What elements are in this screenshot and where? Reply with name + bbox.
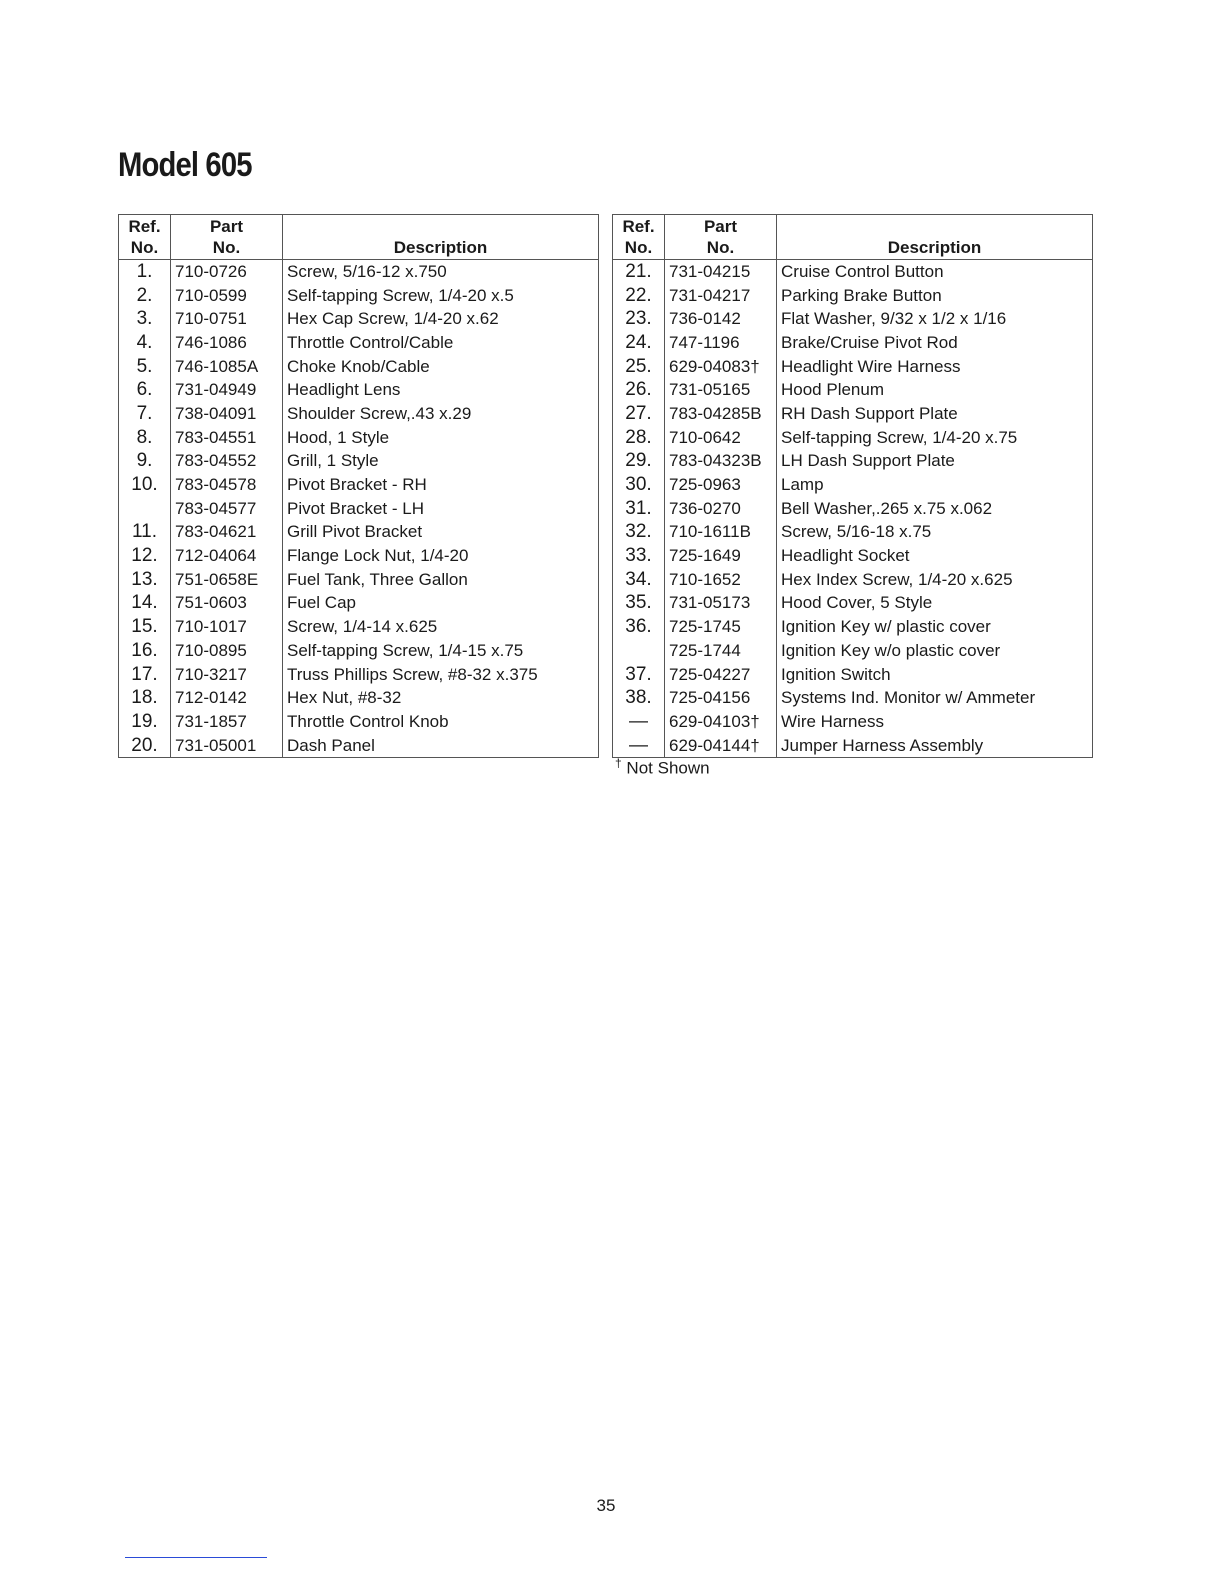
table-row — [613, 497, 1093, 521]
part-no-cell: 751-0658E — [171, 568, 283, 592]
description-cell: Hex Cap Screw, 1/4-20 x.62 — [283, 307, 599, 331]
part-no-cell: 783-04577 — [171, 497, 283, 521]
ref-no-cell: 31. — [625, 497, 652, 519]
ref-no-cell: 30. — [625, 474, 652, 496]
part-no-cell: 710-1017 — [171, 615, 283, 639]
description-cell: Truss Phillips Screw, #8-32 x.375 — [283, 663, 599, 687]
table-header-row — [613, 215, 1093, 260]
ref-no-cell: 14. — [131, 592, 158, 614]
part-no-cell: 710-1652 — [665, 568, 777, 592]
description-cell: Bell Washer,.265 x.75 x.062 — [777, 497, 1093, 521]
table-row — [613, 639, 1093, 663]
part-no-header — [665, 215, 777, 260]
description-cell: Throttle Control/Cable — [283, 331, 599, 355]
ref-no-cell: 3. — [136, 308, 153, 330]
description-cell: Grill, 1 Style — [283, 450, 599, 474]
description-cell: Hex Index Screw, 1/4-20 x.625 — [777, 568, 1093, 592]
parts-table-left — [118, 214, 599, 758]
part-no-cell: 725-04227 — [665, 663, 777, 687]
ref-no-cell: 7. — [136, 402, 153, 424]
description-cell: Pivot Bracket - LH — [283, 497, 599, 521]
table-row — [119, 686, 599, 710]
ref-no-cell: 6. — [136, 379, 153, 401]
table-row — [119, 592, 599, 616]
ref-no-header — [613, 215, 665, 260]
ref-no-cell: 15. — [131, 616, 158, 638]
part-no-cell: 731-04217 — [665, 284, 777, 308]
table-row — [613, 426, 1093, 450]
ref-no-cell: 10. — [131, 474, 158, 496]
description-cell: Fuel Cap — [283, 592, 599, 616]
part-no-cell: 736-0142 — [665, 307, 777, 331]
table-row — [613, 592, 1093, 616]
table-row — [119, 710, 599, 734]
part-header-line2: No. — [212, 238, 241, 257]
table-row — [613, 355, 1093, 379]
description-cell: Hood, 1 Style — [283, 426, 599, 450]
part-no-cell: 783-04323B — [665, 450, 777, 474]
part-no-cell: 712-0142 — [171, 686, 283, 710]
ref-header-line1: Ref. — [128, 217, 161, 236]
description-cell: Self-tapping Screw, 1/4-15 x.75 — [283, 639, 599, 663]
ref-no-cell: 27. — [625, 402, 652, 424]
table-row — [119, 521, 599, 545]
table-row — [119, 568, 599, 592]
part-no-cell: 783-04285B — [665, 402, 777, 426]
table-row — [613, 615, 1093, 639]
description-cell: Screw, 5/16-18 x.75 — [777, 521, 1093, 545]
ref-no-cell: 2. — [136, 284, 153, 306]
description-cell: Brake/Cruise Pivot Rod — [777, 331, 1093, 355]
ref-no-cell: 16. — [131, 639, 158, 661]
part-no-cell: 731-05165 — [665, 378, 777, 402]
description-cell: Systems Ind. Monitor w/ Ammeter — [777, 686, 1093, 710]
page-number: 35 — [596, 1496, 616, 1515]
description-cell: Jumper Harness Assembly — [777, 734, 1093, 758]
table-row — [119, 450, 599, 474]
table-row — [613, 331, 1093, 355]
description-cell: Headlight Lens — [283, 378, 599, 402]
table-row — [613, 307, 1093, 331]
table-row — [119, 378, 599, 402]
description-header: Description — [777, 215, 1093, 260]
description-cell: Wire Harness — [777, 710, 1093, 734]
description-cell: RH Dash Support Plate — [777, 402, 1093, 426]
table-row — [119, 497, 599, 521]
table-row — [613, 473, 1093, 497]
part-no-cell: 731-05173 — [665, 592, 777, 616]
ref-no-header — [119, 215, 171, 260]
part-no-cell: 751-0603 — [171, 592, 283, 616]
description-cell: Flat Washer, 9/32 x 1/2 x 1/16 — [777, 307, 1093, 331]
ref-no-cell: 38. — [625, 687, 652, 709]
description-cell: Pivot Bracket - RH — [283, 473, 599, 497]
part-no-cell: 710-0751 — [171, 307, 283, 331]
description-cell: Lamp — [777, 473, 1093, 497]
table-row — [613, 521, 1093, 545]
table-row — [613, 378, 1093, 402]
ref-no-cell: 25. — [625, 355, 652, 377]
ref-no-cell: 29. — [625, 450, 652, 472]
part-no-cell: 725-1744 — [665, 639, 777, 663]
ref-no-cell: 35. — [625, 592, 652, 614]
part-no-cell: 710-0599 — [171, 284, 283, 308]
part-header-line1: Part — [209, 217, 244, 236]
table-row — [613, 544, 1093, 568]
part-no-cell: 738-04091 — [171, 402, 283, 426]
ref-header-line2: No. — [130, 238, 159, 257]
ref-no-cell: 19. — [131, 710, 158, 732]
ref-no-cell: 5. — [136, 355, 153, 377]
ref-no-cell: 21. — [625, 260, 652, 282]
part-no-cell: 731-04949 — [171, 378, 283, 402]
part-no-cell: 746-1085A — [171, 355, 283, 379]
table-row — [119, 402, 599, 426]
description-cell: Headlight Socket — [777, 544, 1093, 568]
description-header: Description — [283, 215, 599, 260]
ref-no-cell: 13. — [131, 568, 158, 590]
table-row — [613, 734, 1093, 758]
ref-no-cell: 12. — [131, 545, 158, 567]
part-no-cell: 783-04551 — [171, 426, 283, 450]
description-cell: Fuel Tank, Three Gallon — [283, 568, 599, 592]
ref-no-cell: — — [629, 734, 648, 756]
ref-no-cell: 33. — [625, 545, 652, 567]
ref-no-cell: 11. — [131, 521, 157, 543]
part-no-cell: 712-04064 — [171, 544, 283, 568]
table-row — [613, 260, 1093, 284]
description-cell: Dash Panel — [283, 734, 599, 758]
parts-table-right-body — [613, 260, 1093, 758]
ref-no-cell: 34. — [625, 568, 652, 590]
ref-header-line2: No. — [624, 238, 653, 257]
description-cell: Hood Cover, 5 Style — [777, 592, 1093, 616]
table-row — [119, 307, 599, 331]
table-header-row — [119, 215, 599, 260]
ref-no-cell: 17. — [131, 663, 158, 685]
part-no-cell: 725-04156 — [665, 686, 777, 710]
part-no-cell: 746-1086 — [171, 331, 283, 355]
part-no-cell: 725-0963 — [665, 473, 777, 497]
ref-no-cell: 28. — [625, 426, 652, 448]
part-header-line1: Part — [703, 217, 738, 236]
description-cell: Grill Pivot Bracket — [283, 521, 599, 545]
description-cell: Screw, 1/4-14 x.625 — [283, 615, 599, 639]
description-cell: Choke Knob/Cable — [283, 355, 599, 379]
part-no-cell: 731-1857 — [171, 710, 283, 734]
ref-no-cell: 24. — [625, 331, 652, 353]
ref-no-cell: 20. — [131, 734, 158, 756]
table-row — [613, 450, 1093, 474]
part-no-cell: 747-1196 — [665, 331, 777, 355]
table-row — [119, 426, 599, 450]
ref-no-cell: 18. — [131, 687, 158, 709]
parts-table-left-body — [119, 260, 599, 758]
page-title: Model 605 — [118, 146, 252, 184]
part-no-cell: 629-04083† — [665, 355, 777, 379]
dagger-mark: † — [615, 756, 622, 770]
part-no-cell: 710-0642 — [665, 426, 777, 450]
ref-header-line1: Ref. — [622, 217, 655, 236]
part-no-cell: 731-05001 — [171, 734, 283, 758]
ref-no-cell: 8. — [136, 426, 153, 448]
table-row — [613, 402, 1093, 426]
description-cell: Throttle Control Knob — [283, 710, 599, 734]
table-row — [119, 734, 599, 758]
part-no-header — [171, 215, 283, 260]
part-no-cell: 783-04552 — [171, 450, 283, 474]
table-row — [119, 355, 599, 379]
description-cell: Hex Nut, #8-32 — [283, 686, 599, 710]
part-no-cell: 725-1649 — [665, 544, 777, 568]
part-no-cell: 783-04578 — [171, 473, 283, 497]
table-row — [119, 284, 599, 308]
footnote-text: Not Shown — [626, 758, 710, 778]
table-row — [613, 568, 1093, 592]
part-no-cell: 710-0895 — [171, 639, 283, 663]
ref-no-cell: 36. — [625, 616, 652, 638]
part-no-cell: 725-1745 — [665, 615, 777, 639]
ref-no-cell: 37. — [625, 663, 652, 685]
table-row — [613, 710, 1093, 734]
part-no-cell: 731-04215 — [665, 260, 777, 284]
description-cell: Cruise Control Button — [777, 260, 1093, 284]
description-cell: Self-tapping Screw, 1/4-20 x.5 — [283, 284, 599, 308]
table-row — [119, 615, 599, 639]
footnote — [615, 756, 710, 779]
description-cell: Ignition Key w/ plastic cover — [777, 615, 1093, 639]
table-row — [119, 473, 599, 497]
description-cell: Ignition Key w/o plastic cover — [777, 639, 1093, 663]
part-no-cell: 629-04144† — [665, 734, 777, 758]
description-cell: Headlight Wire Harness — [777, 355, 1093, 379]
table-row — [613, 663, 1093, 687]
part-no-cell: 783-04621 — [171, 521, 283, 545]
description-cell: Shoulder Screw,.43 x.29 — [283, 402, 599, 426]
table-row — [119, 260, 599, 284]
table-row — [613, 284, 1093, 308]
table-row — [119, 544, 599, 568]
ref-no-cell: 22. — [625, 284, 652, 306]
description-cell: LH Dash Support Plate — [777, 450, 1093, 474]
part-no-cell: 710-1611B — [665, 521, 777, 545]
part-no-cell: 710-0726 — [171, 260, 283, 284]
description-cell: Screw, 5/16-12 x.750 — [283, 260, 599, 284]
ref-no-cell — [119, 497, 171, 521]
ref-no-cell: 23. — [625, 308, 652, 330]
description-cell: Parking Brake Button — [777, 284, 1093, 308]
table-row — [613, 686, 1093, 710]
ref-no-cell: 9. — [136, 450, 153, 472]
ref-no-cell: — — [629, 710, 648, 732]
description-cell: Flange Lock Nut, 1/4-20 — [283, 544, 599, 568]
part-no-cell: 710-3217 — [171, 663, 283, 687]
ref-no-cell: 1. — [136, 260, 153, 282]
description-cell: Self-tapping Screw, 1/4-20 x.75 — [777, 426, 1093, 450]
part-no-cell: 629-04103† — [665, 710, 777, 734]
table-row — [119, 639, 599, 663]
ref-no-cell: 32. — [625, 521, 652, 543]
ref-no-cell — [613, 639, 665, 663]
description-cell: Ignition Switch — [777, 663, 1093, 687]
table-row — [119, 331, 599, 355]
table-row — [119, 663, 599, 687]
part-header-line2: No. — [706, 238, 735, 257]
ref-no-cell: 4. — [136, 331, 153, 353]
description-cell: Hood Plenum — [777, 378, 1093, 402]
link-underline[interactable] — [125, 1557, 267, 1558]
ref-no-cell: 26. — [625, 379, 652, 401]
part-no-cell: 736-0270 — [665, 497, 777, 521]
parts-table-right — [612, 214, 1093, 758]
